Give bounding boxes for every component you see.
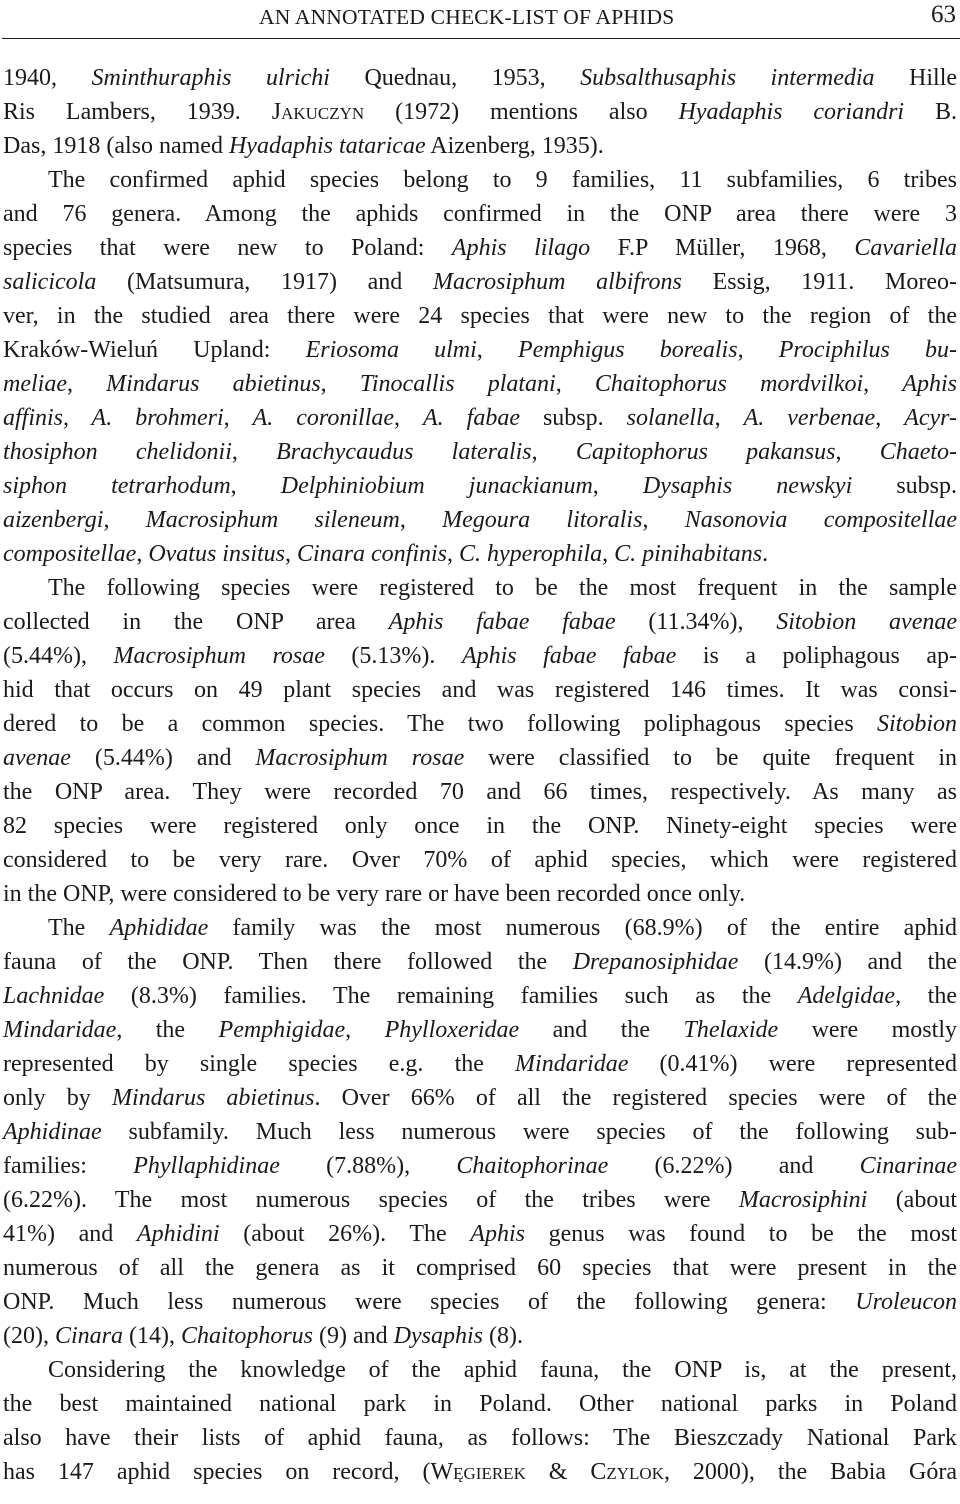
text-run: represented by single species e.g. the — [3, 1051, 516, 1077]
text-run: subsp. — [519, 405, 627, 431]
italic-text: solanella — [626, 405, 715, 431]
text-line — [3, 1013, 957, 1047]
text-line — [3, 639, 957, 673]
text-run: F.P Müller, 1968, — [590, 235, 855, 261]
text-run: (6.22%). The most numerous species of the tribes were — [3, 1187, 739, 1213]
text-line — [3, 163, 957, 197]
text-line — [3, 231, 957, 265]
italic-text: C. pinihabitans — [614, 541, 763, 567]
text-run: Kraków-Wieluń Upland: — [3, 337, 306, 363]
text-run: and 76 genera. Among the aphids confirmed in the ONP area there were 3 — [3, 201, 957, 227]
text-line — [3, 1149, 957, 1183]
italic-text: Mindarus abietinus — [106, 371, 321, 397]
page-header — [0, 0, 960, 38]
text-run: , — [231, 439, 277, 465]
text-run: family was the most numerous (68.9%) of the entire aphid — [208, 915, 957, 941]
text-run: fauna of the ONP. Then there followed the — [3, 949, 573, 975]
italic-text: C. hyperophila — [459, 541, 603, 567]
text-run: , the — [895, 983, 957, 1009]
text-line — [3, 809, 957, 843]
text-line — [3, 503, 957, 537]
text-run: (about — [867, 1187, 958, 1213]
text-run: , — [320, 371, 360, 397]
italic-text: A. verbenae — [743, 405, 876, 431]
text-line — [3, 877, 957, 911]
text-line — [3, 129, 957, 163]
text-run: & — [525, 1459, 591, 1485]
text-line — [3, 1285, 957, 1319]
text-line — [3, 299, 957, 333]
italic-text: Macrosiphum rosae — [113, 643, 325, 669]
page-number: 63 — [931, 1, 956, 28]
italic-text: Hyadaphis coriandri — [678, 99, 905, 125]
text-run: (6.22%) and — [608, 1153, 860, 1179]
text-line — [3, 367, 957, 401]
text-line — [3, 61, 957, 95]
text-line — [3, 1387, 957, 1421]
text-run: (14), — [123, 1323, 181, 1349]
italic-text: A. fabae — [423, 405, 520, 431]
italic-text: Megoura litoralis — [442, 507, 643, 533]
text-run: were classified to be quite frequent in — [464, 745, 957, 771]
italic-text: Sminthuraphis ulrichi — [91, 65, 330, 91]
header-rule — [2, 38, 960, 39]
italic-text: Pemphigus borealis — [517, 337, 738, 363]
text-run: B. — [904, 99, 958, 125]
text-run: The — [48, 915, 110, 941]
text-run: ONP. Much less numerous were species of the following genera: — [3, 1289, 856, 1315]
italic-text: Mindaridae — [515, 1051, 629, 1077]
italic-text: Cinarinae — [859, 1153, 957, 1179]
text-line — [3, 1217, 957, 1251]
text-run: Das, 1918 (also named — [3, 133, 229, 159]
italic-text: Aphidinae — [3, 1119, 102, 1145]
italic-text: A. coronillae — [252, 405, 395, 431]
italic-text: Aphis fabae fabae — [461, 643, 677, 669]
text-line — [3, 265, 957, 299]
italic-text: Macrosiphum albifrons — [432, 269, 682, 295]
text-run: , — [875, 405, 905, 431]
text-run: Aizenberg, 1935). — [425, 133, 604, 159]
text-line — [3, 911, 957, 945]
text-line — [3, 741, 957, 775]
italic-text: Hyadaphis tataricae — [228, 133, 426, 159]
italic-text: Chaitophorinae — [456, 1153, 609, 1179]
text-run: , — [223, 405, 253, 431]
text-run: (20), — [3, 1323, 55, 1349]
text-line — [3, 1421, 957, 1455]
italic-text: Aphis — [470, 1221, 525, 1247]
text-run: , — [531, 439, 576, 465]
italic-text: compositellae — [3, 541, 137, 567]
italic-text: siphon tetrarhodum — [3, 473, 231, 499]
italic-text: Aphis — [902, 371, 957, 397]
italic-text: Chaitophorus — [180, 1323, 314, 1349]
text-run: , 2000), the Babia Góra — [663, 1459, 957, 1485]
text-run: also have their lists of aphid fauna, as follows: The Bieszczady National Park — [3, 1425, 957, 1451]
italic-text: Delphiniobium junackianum — [280, 473, 593, 499]
text-run: , — [642, 507, 685, 533]
italic-text: Cinara confinis — [297, 541, 448, 567]
text-line — [3, 673, 957, 707]
italic-text: Adelgidae — [797, 983, 896, 1009]
text-run: (8.3%) families. The remaining families such as the — [104, 983, 798, 1009]
text-run: (5.13%). — [324, 643, 462, 669]
text-run: Quednau, 1953, — [329, 65, 581, 91]
text-run: , — [555, 371, 595, 397]
text-run: the best maintained national park in Poland. Other national parks in Poland — [3, 1391, 957, 1417]
text-run: only by — [3, 1085, 112, 1111]
italic-text: Aphis lilago — [451, 235, 591, 261]
text-line — [3, 1081, 957, 1115]
text-run: Hille — [874, 65, 958, 91]
italic-text: affinis, A. brohmeri — [3, 405, 224, 431]
italic-text: aizenbergi — [3, 507, 104, 533]
italic-text: Dysaphis newskyi — [642, 473, 853, 499]
text-run: , — [602, 541, 615, 567]
text-run: hid that occurs on 49 plant species and was registered 146 times. It was consi- — [3, 677, 957, 703]
text-line — [3, 571, 957, 605]
italic-text: Macrosiphum rosae — [255, 745, 465, 771]
italic-text: Pemphigidae, Phylloxeridae — [218, 1017, 520, 1043]
text-run: , — [714, 405, 744, 431]
text-line — [3, 1115, 957, 1149]
italic-text: Aphis fabae fabae — [388, 609, 616, 635]
text-run: genus was found to be the most — [524, 1221, 957, 1247]
body-text — [3, 61, 957, 1489]
italic-text: Chaeto- — [879, 439, 958, 465]
text-line — [3, 537, 957, 571]
text-run: , — [863, 371, 903, 397]
text-run: The confirmed aphid species belong to 9 families, 11 subfamilies, 6 tribes — [48, 167, 957, 193]
italic-text: avenae — [3, 745, 71, 771]
italic-text: Mindarus abietinus — [111, 1085, 315, 1111]
text-line — [3, 1353, 957, 1387]
text-run: (Matsumura, 1917) and — [96, 269, 433, 295]
text-run: 41%) and — [3, 1221, 137, 1247]
italic-text: Thelaxide — [683, 1017, 779, 1043]
text-run: 1940, — [3, 65, 92, 91]
text-run: (0.41%) were represented — [628, 1051, 957, 1077]
text-run: (1972) mentions also — [364, 99, 679, 125]
text-run: (9) and — [313, 1323, 394, 1349]
italic-text: salicicola — [3, 269, 97, 295]
text-run: in the ONP, were considered to be very rare or have been recorded once only. — [3, 881, 746, 907]
italic-text: Macrosiphum sileneum — [145, 507, 400, 533]
text-run: subfamily. Much less numerous were species of the following sub- — [101, 1119, 957, 1145]
text-run: has 147 aphid species on record, ( — [3, 1459, 431, 1485]
text-run: collected in the ONP area — [3, 609, 389, 635]
text-run: , — [737, 337, 779, 363]
italic-text: Uroleucon — [855, 1289, 957, 1315]
text-line — [3, 333, 957, 367]
text-run: considered to be very rare. Over 70% of aphid species, which were registered — [3, 847, 957, 873]
italic-text: Capitophorus pakansus — [575, 439, 836, 465]
text-run: , — [835, 439, 880, 465]
text-run: species that were new to Poland: — [3, 235, 452, 261]
text-run: (14.9%) and the — [738, 949, 957, 975]
text-line — [3, 1455, 957, 1489]
text-run: (about 26%). The — [219, 1221, 471, 1247]
author-name: Jakuczyn — [271, 99, 365, 125]
italic-text: meliae — [3, 371, 67, 397]
text-line — [3, 197, 957, 231]
italic-text: Brachycaudus lateralis — [276, 439, 532, 465]
text-line — [3, 1319, 957, 1353]
text-run: , — [592, 473, 643, 499]
text-run: subsp. — [852, 473, 958, 499]
italic-text: Ovatus insitus — [148, 541, 285, 567]
text-run: the ONP area. They were recorded 70 and 66 times, respectively. As many as — [3, 779, 957, 805]
italic-text: Eriosoma ulmi — [305, 337, 477, 363]
running-title: AN ANNOTATED CHECK-LIST OF APHIDS — [259, 5, 675, 29]
italic-text: Macrosiphini — [738, 1187, 868, 1213]
text-line — [3, 95, 957, 129]
italic-text: Nasonovia compositellae — [684, 507, 958, 533]
italic-text: Aphidini — [136, 1221, 220, 1247]
text-line — [3, 775, 957, 809]
text-run: , — [136, 541, 149, 567]
text-run: (5.44%) and — [70, 745, 256, 771]
text-run: (8). — [483, 1323, 523, 1349]
italic-text: Cinara — [54, 1323, 123, 1349]
text-line — [3, 979, 957, 1013]
text-line — [3, 1183, 957, 1217]
text-line — [3, 1047, 957, 1081]
text-run: , — [66, 371, 107, 397]
text-run: , — [447, 541, 460, 567]
text-run: ver, in the studied area there were 24 species that were new to the region of the — [3, 303, 957, 329]
text-run: 82 species were registered only once in the ONP. Ninety-eight species were — [3, 813, 957, 839]
text-line — [3, 469, 957, 503]
text-run: (7.88%), — [279, 1153, 457, 1179]
text-run: numerous of all the genera as it comprised 60 species that were present in the — [3, 1255, 957, 1281]
text-run: Considering the knowledge of the aphid fauna, the ONP is, at the present, — [48, 1357, 957, 1383]
text-line — [3, 401, 957, 435]
italic-text: Lachnidae — [3, 983, 105, 1009]
text-run: Essig, 1911. Moreo- — [681, 269, 958, 295]
italic-text: Subsalthusaphis intermedia — [580, 65, 875, 91]
text-run: , — [230, 473, 281, 499]
text-run: and the — [519, 1017, 684, 1043]
text-run: , — [394, 405, 424, 431]
text-run: families: — [3, 1153, 134, 1179]
text-run: (5.44%), — [3, 643, 114, 669]
text-run: The following species were registered to be the most frequent in the sample — [48, 575, 957, 601]
italic-text: Acyr- — [904, 405, 958, 431]
text-run: , — [103, 507, 146, 533]
text-run: dered to be a common species. The two following poliphagous species — [3, 711, 877, 737]
text-line — [3, 707, 957, 741]
italic-text: Aphididae — [109, 915, 209, 941]
text-line — [3, 843, 957, 877]
text-line — [3, 605, 957, 639]
italic-text: Chaitophorus mordvilkoi — [594, 371, 864, 397]
text-run: . Over 66% of all the registered species were of the — [314, 1085, 957, 1111]
text-line — [3, 945, 957, 979]
italic-text: Drepanosiphidae — [572, 949, 739, 975]
text-run: , — [399, 507, 443, 533]
italic-text: Cavariella — [854, 235, 957, 261]
italic-text: thosiphon chelidonii — [3, 439, 232, 465]
text-run: Ris Lambers, 1939. — [3, 99, 272, 125]
author-name: Czylok — [590, 1459, 664, 1485]
italic-text: Tinocallis platani — [359, 371, 556, 397]
text-run: . — [762, 541, 769, 567]
text-run: , — [285, 541, 297, 567]
italic-text: Phyllaphidinae — [133, 1153, 280, 1179]
italic-text: Sitobion avenae — [776, 609, 958, 635]
text-line — [3, 435, 957, 469]
italic-text: Prociphilus bu- — [778, 337, 957, 363]
author-name: Węgierek — [430, 1459, 526, 1485]
text-run: is a poliphagous ap- — [676, 643, 958, 669]
text-run: , — [476, 337, 518, 363]
text-run: were mostly — [778, 1017, 957, 1043]
text-run: (11.34%), — [615, 609, 777, 635]
text-line — [3, 1251, 957, 1285]
text-run: , the — [116, 1017, 219, 1043]
italic-text: Sitobion — [876, 711, 957, 737]
italic-text: Dysaphis — [393, 1323, 483, 1349]
italic-text: Mindaridae — [3, 1017, 117, 1043]
